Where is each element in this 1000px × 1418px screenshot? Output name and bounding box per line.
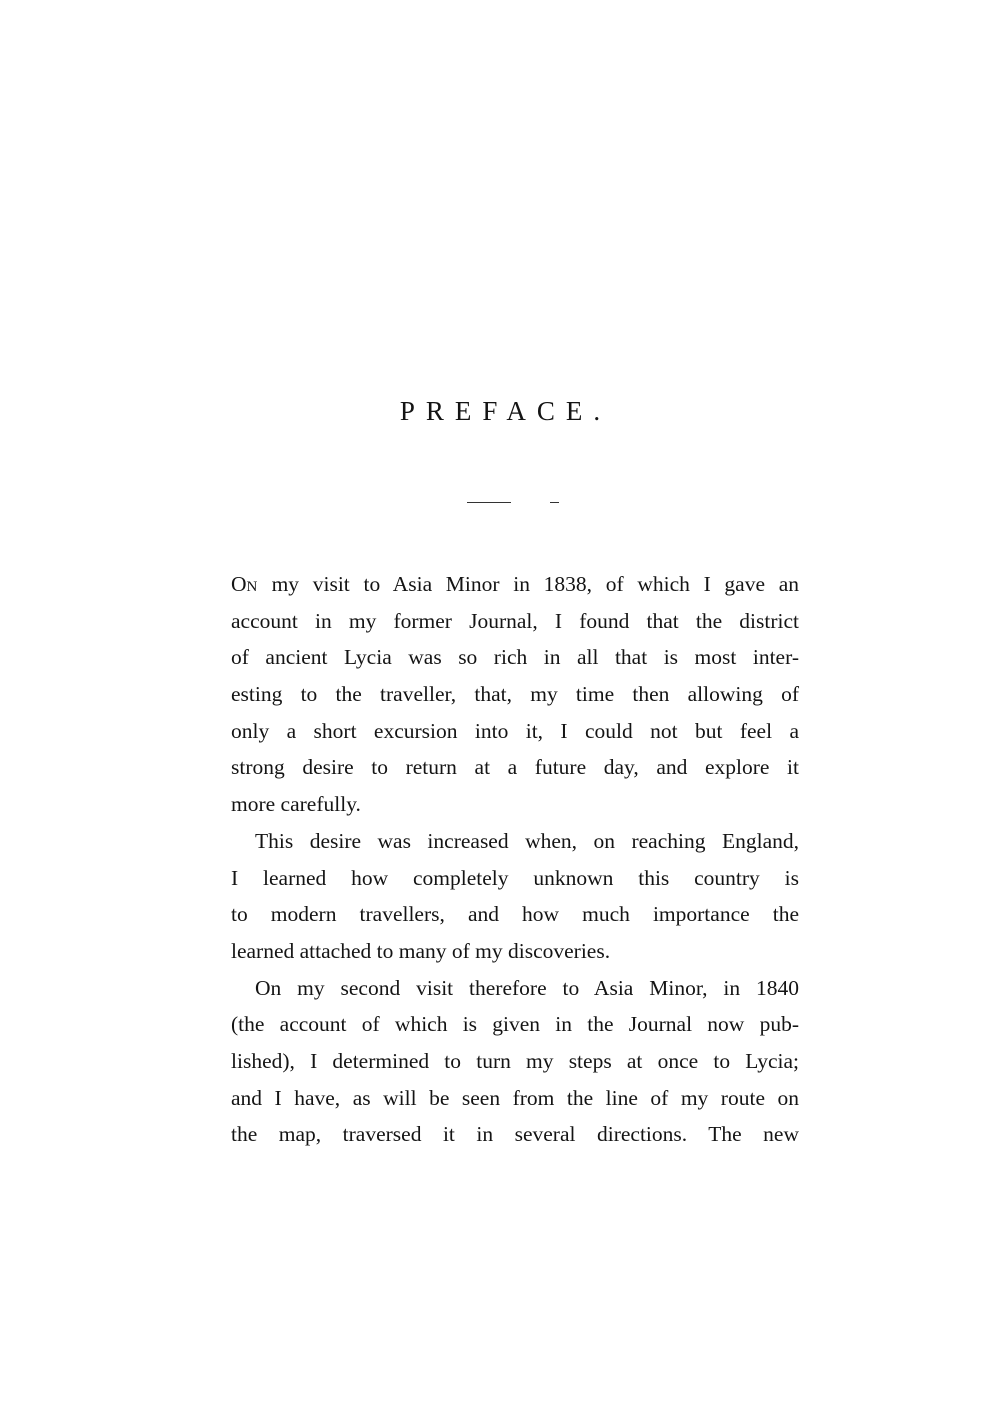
text-line: ON my visit to Asia Minor in 1838, of which I gave an: [231, 572, 799, 596]
text-line: On my second visit therefore to Asia Minor, in 1840: [255, 975, 799, 1000]
small-cap: N: [246, 579, 258, 595]
text-line: learned attached to many of my discoveries.: [231, 938, 611, 963]
text-line: account in my former Journal, I found that the district: [231, 608, 799, 633]
text-line: esting to the traveller, that, my time then allowing of: [231, 682, 799, 707]
text-line: and I have, as will be seen from the line of my route on: [231, 1085, 799, 1110]
text-line: to modern travellers, and how much importance the: [231, 902, 799, 927]
text-line: of ancient Lycia was so rich in all that is most inter-: [231, 645, 799, 670]
text-line: more carefully.: [231, 792, 361, 817]
text-line: (the account of which is given in the Journal now pub-: [231, 1012, 799, 1037]
text-line: only a short excursion into it, I could not but feel a: [231, 718, 799, 743]
drop-lead-cap: O: [231, 572, 247, 596]
text-line: the map, traversed it in several directions. The new: [231, 1122, 799, 1147]
page-title: PREFACE.: [399, 396, 612, 426]
text-line: lished), I determined to turn my steps at once to Lycia;: [231, 1048, 799, 1073]
text-line: strong desire to return at a future day, and explore it: [231, 755, 799, 780]
title-rule-short: [550, 502, 559, 503]
title-rule-long: [467, 502, 511, 503]
text-line: This desire was increased when, on reaching England,: [255, 828, 799, 853]
preface-body: [231, 566, 799, 1153]
text-line: I learned how completely unknown this country is: [231, 865, 799, 890]
